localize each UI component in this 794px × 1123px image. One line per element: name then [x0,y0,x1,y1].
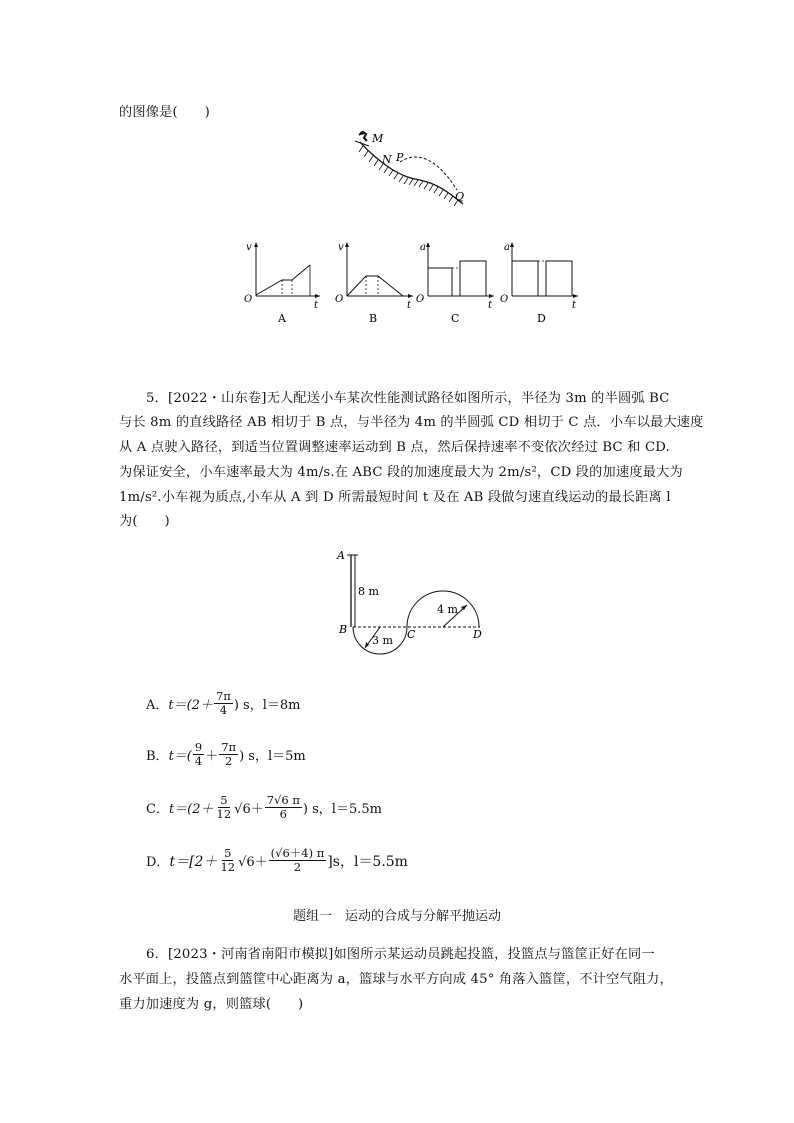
graph-D-letter: D [537,312,546,324]
skier-icon [355,131,369,146]
option-B-post: ) s，l＝5m [239,749,306,764]
option-C-post: ) s，l＝5.5m [302,802,382,817]
q5-line-1: 5．[2022・山东卷]无人配送小车某次性能测试路径如图所示，半径为 3m 的半圆弧 BC [146,391,670,406]
option-A[interactable] [146,690,300,717]
option-C-mid: √6＋ [234,802,264,817]
point-B-label: B [339,623,348,636]
option-D-mid: √6＋ [238,855,268,870]
graph-D-origin: O [500,294,509,305]
option-B-mid: ＋ [205,749,219,764]
option-B[interactable] [146,741,306,768]
option-D-pre: t＝[2＋ [169,853,218,870]
graph-B-xlabel: t [407,300,412,311]
graph-A-letter: A [278,312,286,324]
radius-4m-label: 4 m [437,603,458,616]
option-A-pre: t＝(2＋ [168,698,213,713]
label-M: M [372,132,384,145]
option-B-frac-2: $\frac{7\pi}{2}$ [221,740,237,768]
option-D-post: ]s，l＝5.5m [327,853,408,870]
point-C-label: C [407,628,416,641]
graph-B-letter: B [369,312,378,324]
label-P: P [396,151,404,164]
graph-C [416,238,502,324]
graph-A [238,238,324,324]
q5-line-3: 从 A 点驶入路径，到适当位置调整速率运动到 B 点，然后保持速率不变依次经过 BC 和 CD. [119,440,670,455]
length-8m-label: 8 m [358,585,379,598]
q6-line-3: 重力加速度为 g，则篮球( ) [119,997,304,1012]
option-C[interactable] [146,794,382,821]
option-C-letter: C． [146,802,169,817]
label-N: N [382,153,392,166]
graph-C-origin: O [416,294,425,305]
option-B-letter: B． [146,749,169,764]
option-C-frac-1: $\frac{5}{12}$ [216,793,232,821]
graph-A-ylabel: v [246,242,252,253]
slope-figure [345,130,475,212]
option-B-frac-1: $\frac{9}{4}$ [194,740,203,768]
option-C-pre: t＝(2＋ [168,802,214,817]
radius-3m-label: 3 m [372,634,393,647]
q5-line-6: 为( ) [119,514,170,529]
label-Q: Q [455,190,465,203]
option-D-frac-2: $\frac{(√6+4) \pi}{2}$ [270,846,325,874]
option-D-letter: D． [146,855,170,870]
option-B-pre: t＝( [168,749,192,764]
section-heading: 题组一 运动的合成与分解平抛运动 [292,909,501,924]
option-D-frac-1: $\frac{5}{12}$ [220,846,236,874]
option-A-letter: A． [146,698,169,713]
graph-A-xlabel: t [314,300,319,311]
graph-D-xlabel: t [572,300,577,311]
question-stem-tail: 的图像是( ) [119,105,211,120]
option-A-post: ) s，l＝8m [233,698,301,713]
graph-B-origin: O [335,294,344,305]
q6-line-1: 6．[2023・河南省南阳市模拟]如图所示某运动员跳起投篮，投篮点与篮筐正好在同一 [146,947,655,962]
point-A-label: A [337,549,345,562]
q5-line-5: 1m/s².小车视为质点,小车从 A 到 D 所需最短时间 t 及在 AB 段做匀速直线运动的最长距离 l [119,490,671,505]
graph-C-letter: C [451,312,460,324]
graph-D [500,238,586,324]
graph-C-ylabel: a [420,242,426,253]
option-A-frac-1: $\frac{7\pi}{4}$ [215,689,231,717]
q6-line-2: 水平面上，投篮点到篮筐中心距离为 a，篮球与水平方向成 45° 角落入篮筐，不计空气阻力， [119,972,673,987]
track-figure [334,545,494,670]
graph-C-xlabel: t [488,300,493,311]
graph-A-origin: O [244,294,253,305]
graph-B-ylabel: v [338,242,344,253]
option-D[interactable] [146,847,408,874]
point-D-label: D [473,628,482,641]
q5-line-4: 为保证安全，小车速率最大为 4m/s.在 ABC 段的加速度最大为 2m/s²，CD 段的加速度最大为 [119,465,683,480]
graph-D-ylabel: a [504,242,510,253]
q5-line-2: 与长 8m 的直线路径 AB 相切于 B 点，与半径为 4m 的半圆弧 CD 相切于 C 点．小车以最大速度 [119,415,704,430]
graph-B [333,238,419,324]
option-C-frac-2: $\frac{7√6 \pi}{6}$ [266,793,300,821]
